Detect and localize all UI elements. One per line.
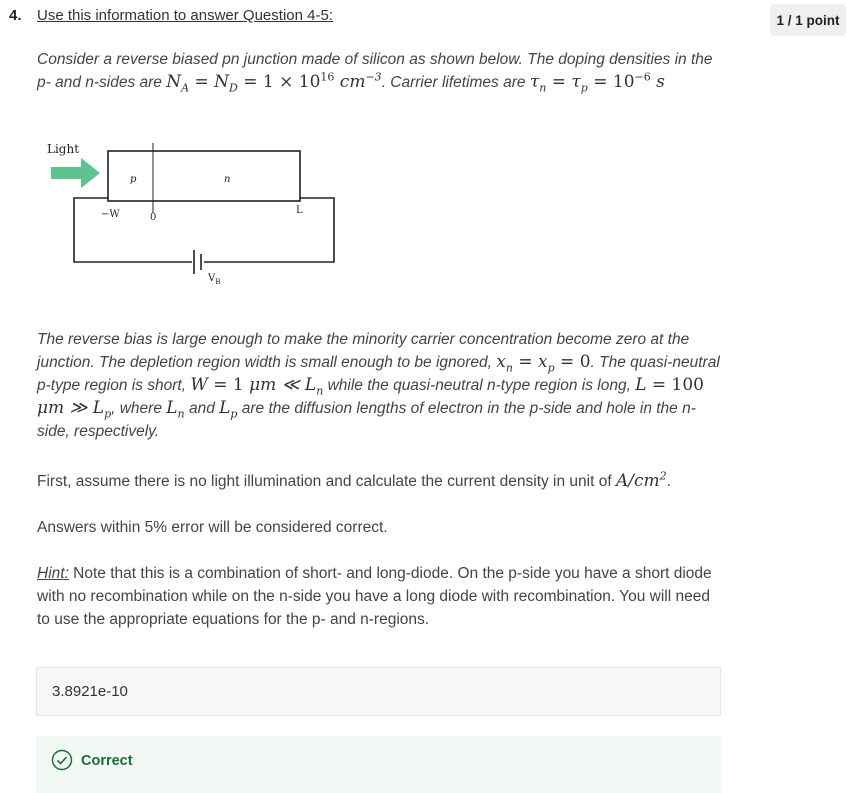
circuit-wire	[74, 198, 192, 262]
instruction-end: .	[666, 473, 671, 490]
unit-equation: $A/cm^2$	[615, 469, 667, 491]
intro-text-1: Consider a reverse biased pn junction made of silicon as shown below. The doping densities in the p- and n-sides are	[37, 51, 713, 91]
answer-input[interactable]: 3.8921e-10	[36, 667, 721, 716]
instruction-text	[37, 470, 727, 493]
instruction-line: First, assume there is no light illumination and calculate the current density in unit of	[37, 473, 616, 490]
body-text-5: and	[184, 400, 220, 417]
w-equation: W = 1 μm ≪ $L_n$	[190, 375, 324, 398]
check-circle-icon	[51, 749, 73, 771]
doping-equation: $N_A = N_D = 1 \times 10^{16}$ $cm^{-3}$	[166, 70, 382, 95]
body-text-2: . The quasi-neutral p-type region is short,	[37, 354, 720, 394]
feedback-bar	[36, 736, 721, 793]
body-text-3: while the quasi-neutral n-type region is long,	[323, 377, 636, 394]
battery-icon	[194, 250, 201, 274]
tolerance-text: Answers within 5% error will be considered correct.	[37, 519, 388, 536]
zero-label: 0	[150, 212, 157, 223]
pn-junction-bar	[108, 151, 300, 201]
l-equation: L = 100 μm ≫ $L_p$	[37, 375, 704, 421]
n-label: n	[224, 174, 231, 185]
intro-text-2: . Carrier lifetimes are	[381, 74, 530, 91]
lp-symbol: $L_p$	[219, 398, 238, 421]
body-text-6: are the diffusion lengths of electron in the p-side and hole in the n-side, respectively.	[37, 400, 696, 440]
question-number: 4.	[9, 7, 22, 24]
hint-text: Note that this is a combination of short- and long-diode. On the p-side you have a short diode with no recombination while on the n-side you have a long diode with recombination. You will need to use the appropriate equations for the p- and n-regions.	[37, 565, 712, 628]
question-title[interactable]: Use this information to answer Question 4-5:	[37, 7, 333, 24]
intro-paragraph	[37, 48, 727, 94]
body-paragraph	[37, 328, 727, 443]
hint-label: Hint:	[37, 565, 69, 582]
xn-equation: $x_n = x_p = 0$	[496, 352, 591, 375]
light-arrow-icon	[51, 158, 100, 188]
body-text-4: , where	[111, 400, 167, 417]
points-badge: 1 / 1 point	[770, 4, 846, 36]
circuit-diagram	[40, 135, 340, 295]
lifetime-equation: $\tau_n = \tau_p = 10^{-6}$ s	[529, 70, 665, 95]
light-label: Light	[47, 142, 80, 156]
circuit-wire-right	[204, 198, 334, 262]
correct-label: Correct	[81, 753, 133, 769]
hint-paragraph	[37, 562, 727, 631]
ln-symbol: $L_n$	[166, 398, 185, 421]
p-label: p	[130, 174, 137, 185]
body-text-1: The reverse bias is large enough to make the minority carrier concentration become zero at the junction. The depletion region width is small enough to be ignored,	[37, 331, 690, 371]
l-label: L	[296, 205, 303, 216]
neg-w-label: −W	[101, 209, 120, 220]
vb-label: $V_B$	[208, 273, 221, 286]
